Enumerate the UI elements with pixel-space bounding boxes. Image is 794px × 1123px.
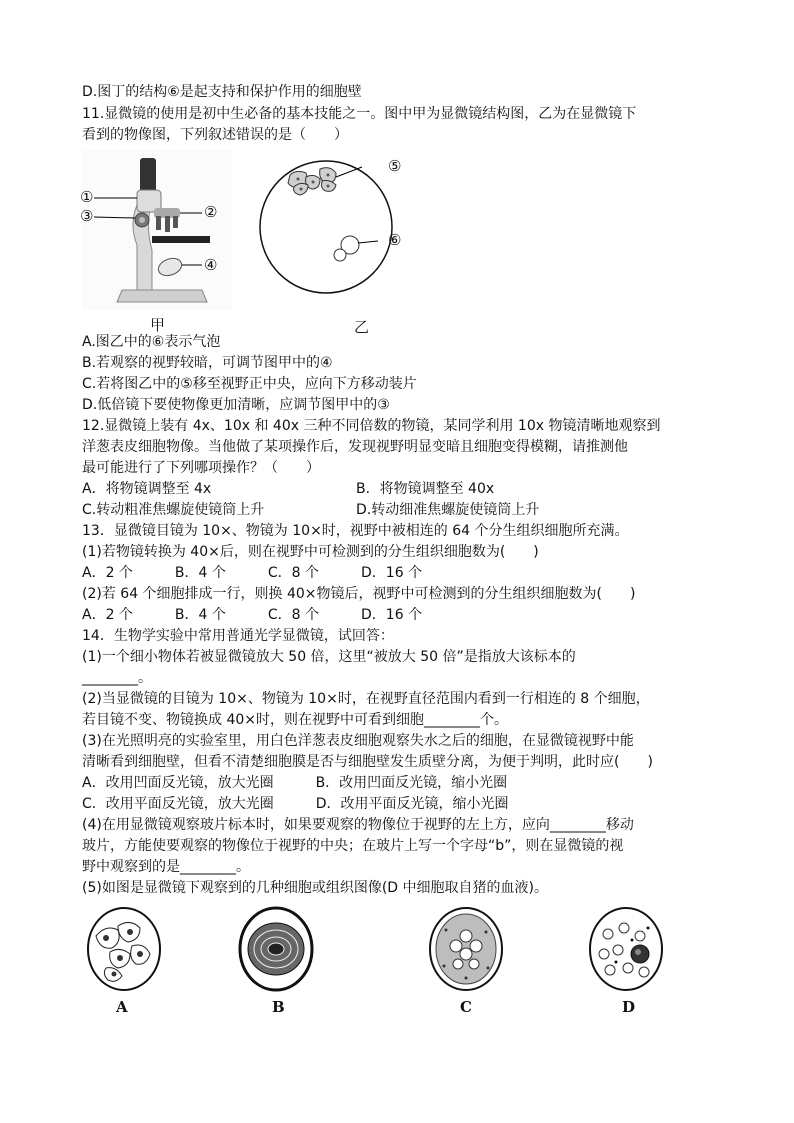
- q14-part3-options-ab: A．改用凹面反光镜，放大光圈 B．改用凹面反光镜，缩小光圈: [82, 775, 508, 791]
- q10-option-d: D.图丁的结构⑥是起支持和保护作用的细胞壁: [82, 84, 362, 100]
- cell-figure-letter-b: B: [272, 998, 285, 1016]
- cell-figure-a: [86, 906, 162, 992]
- cell-figure-c: [428, 906, 504, 992]
- q11-stem-line1: 11.显微镜的使用是初中生必备的基本技能之一。图中甲为显微镜结构图，乙为在显微镜下: [82, 106, 637, 122]
- label-6: ⑥: [388, 231, 402, 249]
- cell-figure-d: [588, 906, 664, 992]
- cell-figure-letter-d: D: [622, 998, 636, 1016]
- label-3: ③: [80, 207, 94, 225]
- q14-part3-options-cd: C．改用平面反光镜，放大光圈 D．改用平面反光镜，缩小光圈: [82, 796, 509, 812]
- microscope-figure: [82, 150, 232, 310]
- q14-part2-line1: (2)当显微镜的目镜为 10×、物镜为 10×时，在视野直径范围内看到一行相连的 8 个细胞，: [82, 691, 650, 707]
- q14-part4-line3: 野中观察到的是________。: [82, 859, 250, 875]
- q12-stem-line1: 12.显微镜上装有 4x、10x 和 40x 三种不同倍数的物镜，某同学利用 10x 物镜清晰地观察到: [82, 418, 661, 434]
- q14-part5: (5)如图是显微镜下观察到的几种细胞或组织图像(D 中细胞取自猪的血液)。: [82, 880, 548, 896]
- q11-option-c: C.若将图乙中的⑤移至视野正中央，应向下方移动装片: [82, 376, 417, 392]
- figure-caption-jia: 甲: [150, 316, 166, 334]
- q11-stem-line2: 看到的物像图，下列叙述错误的是（ ）: [82, 127, 348, 143]
- q14-part1-line2: ________。: [82, 670, 152, 686]
- q13-part2: (2)若 64 个细胞排成一行，则换 40×物镜后，视野中可检测到的分生组织细胞数为( ): [82, 586, 636, 602]
- label-4: ④: [204, 256, 218, 274]
- q12-option-d: D.转动细准焦螺旋使镜筒上升: [356, 502, 540, 518]
- q12-stem-line3: 最可能进行了下列哪项操作？（ ）: [82, 460, 320, 476]
- microscope-view-figure: [258, 155, 408, 305]
- q14-part4-line1: (4)在用显微镜观察玻片标本时，如果要观察的物像位于视野的左上方，应向________移动: [82, 817, 634, 833]
- q13-part1-options: A．2 个 B．4 个 C．8 个 D．16 个: [82, 565, 423, 581]
- q14-part1-line1: (1)一个细小物体若被显微镜放大 50 倍，这里“被放大 50 倍”是指放大该标本的: [82, 649, 576, 665]
- q14-part2-line2: 若目镜不变、物镜换成 40×时，则在视野中可看到细胞________个。: [82, 712, 508, 728]
- cell-figure-letter-c: C: [460, 998, 472, 1016]
- label-5: ⑤: [388, 157, 402, 175]
- label-1: ①: [80, 188, 94, 206]
- q12-option-c: C.转动粗准焦螺旋使镜筒上升: [82, 502, 265, 518]
- q13-part1: (1)若物镜转换为 40×后，则在视野中可检测到的分生组织细胞数为( ): [82, 544, 539, 560]
- q12-stem-line2: 洋葱表皮细胞物像。当他做了某项操作后，发现视野明显变暗且细胞变得模糊，请推测他: [82, 439, 628, 455]
- q11-option-a: A.图乙中的⑥表示气泡: [82, 334, 221, 350]
- q13-stem: 13．显微镜目镜为 10×、物镜为 10×时，视野中被相连的 64 个分生组织细胞所充满。: [82, 523, 629, 539]
- figure-caption-yi: 乙: [354, 318, 370, 336]
- q14-part3-line2: 清晰看到细胞壁，但看不清楚细胞膜是否与细胞壁发生质壁分离，为便于判明，此时应( ): [82, 754, 653, 770]
- cell-figure-b: [238, 906, 314, 992]
- q11-option-d: D.低倍镜下要使物像更加清晰，应调节图甲中的③: [82, 397, 390, 413]
- q14-stem: 14．生物学实验中常用普通光学显微镜，试回答：: [82, 628, 394, 644]
- q14-part3-line1: (3)在光照明亮的实验室里，用白色洋葱表皮细胞观察失水之后的细胞，在显微镜视野中能: [82, 733, 634, 749]
- label-2: ②: [204, 203, 218, 221]
- q13-part2-options: A．2 个 B．4 个 C．8 个 D．16 个: [82, 607, 423, 623]
- q11-option-b: B.若观察的视野较暗，可调节图甲中的④: [82, 355, 333, 371]
- q12-option-a: A．将物镜调整至 4x: [82, 481, 212, 497]
- cell-figure-letter-a: A: [116, 998, 128, 1016]
- q14-part4-line2: 玻片，方能使要观察的物像位于视野的中央；在玻片上写一个字母“b”，则在显微镜的视: [82, 838, 624, 854]
- q12-option-b: B．将物镜调整至 40x: [356, 481, 495, 497]
